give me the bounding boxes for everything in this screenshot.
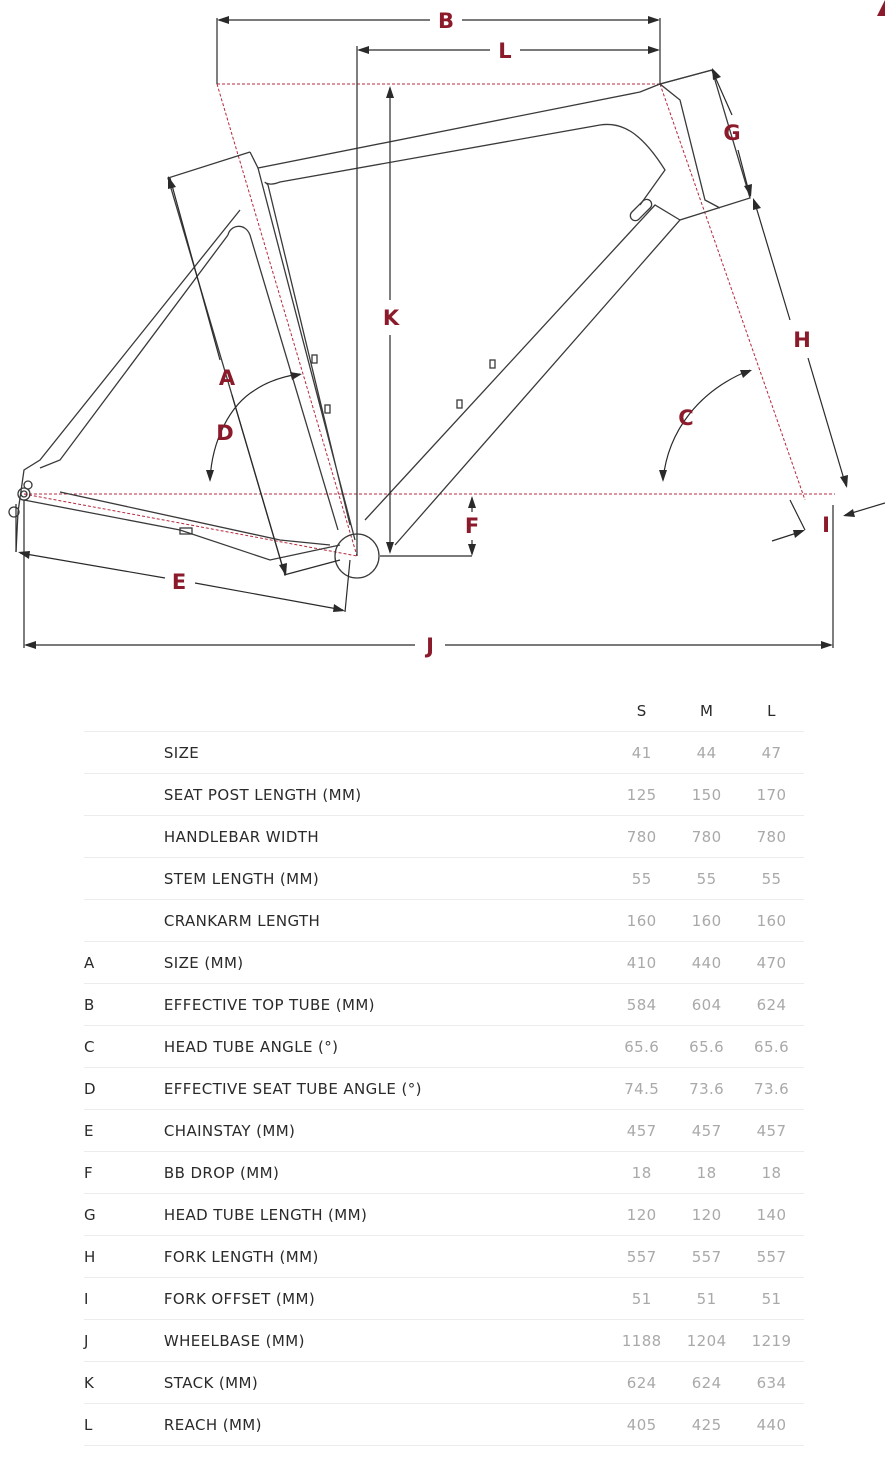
row-value: 73.6 xyxy=(689,1079,725,1098)
label-A: A xyxy=(218,366,236,390)
table-row xyxy=(84,1068,804,1110)
row-value: 780 xyxy=(626,827,657,846)
table-row xyxy=(84,942,804,984)
frame-geometry-diagram xyxy=(0,0,885,665)
table-row xyxy=(84,1026,804,1068)
row-value: 160 xyxy=(756,911,787,930)
row-label: CHAINSTAY (MM) xyxy=(163,1121,296,1140)
row-value: 120 xyxy=(691,1205,722,1224)
row-letter: C xyxy=(84,1037,95,1056)
table-row xyxy=(84,1110,804,1152)
column-header: S xyxy=(636,701,647,720)
row-label: SIZE (MM) xyxy=(163,953,244,972)
row-label: HEAD TUBE ANGLE (°) xyxy=(163,1037,339,1056)
row-value: 624 xyxy=(691,1373,722,1392)
row-value: 150 xyxy=(691,785,722,804)
label-C: C xyxy=(678,406,694,430)
dimension-F xyxy=(380,496,476,556)
reference-line-head-axis xyxy=(660,84,805,500)
label-H: H xyxy=(793,328,811,352)
label-K: K xyxy=(382,306,400,330)
column-header: L xyxy=(767,701,776,720)
row-value: 140 xyxy=(756,1205,787,1224)
row-value: 51 xyxy=(761,1289,782,1308)
row-letter: E xyxy=(84,1121,94,1140)
label-J: J xyxy=(426,634,434,658)
row-label: EFFECTIVE TOP TUBE (MM) xyxy=(163,995,375,1014)
row-value: 160 xyxy=(626,911,657,930)
dimension-E xyxy=(16,504,350,612)
table-row xyxy=(84,816,804,858)
row-label: BB DROP (MM) xyxy=(163,1163,280,1182)
row-letter: H xyxy=(84,1247,96,1266)
row-value: 557 xyxy=(756,1247,787,1266)
row-value: 557 xyxy=(626,1247,657,1266)
row-label: HEAD TUBE LENGTH (MM) xyxy=(163,1205,368,1224)
row-label: STACK (MM) xyxy=(163,1373,259,1392)
row-value: 73.6 xyxy=(754,1079,790,1098)
row-value: 470 xyxy=(756,953,787,972)
label-F: F xyxy=(464,514,480,538)
label-D: D xyxy=(216,421,234,445)
table-row xyxy=(84,900,804,942)
row-value: 74.5 xyxy=(624,1079,660,1098)
row-label: REACH (MM) xyxy=(163,1415,262,1434)
row-label: SEAT POST LENGTH (MM) xyxy=(163,785,362,804)
row-value: 604 xyxy=(691,995,722,1014)
row-label: FORK LENGTH (MM) xyxy=(163,1247,319,1266)
label-I: I xyxy=(822,513,830,537)
row-value: 634 xyxy=(756,1373,787,1392)
row-value: 557 xyxy=(691,1247,722,1266)
geometry-table xyxy=(84,690,804,1446)
table-row xyxy=(84,1320,804,1362)
table-body xyxy=(84,732,804,1446)
row-value: 18 xyxy=(631,1163,652,1182)
row-value: 425 xyxy=(691,1415,722,1434)
table-row xyxy=(84,1404,804,1446)
row-value: 18 xyxy=(696,1163,717,1182)
row-label: HANDLEBAR WIDTH xyxy=(163,827,320,846)
label-E: E xyxy=(171,570,187,594)
row-value: 780 xyxy=(756,827,787,846)
row-value: 51 xyxy=(696,1289,717,1308)
dimension-C-arc xyxy=(659,370,752,482)
row-value: 584 xyxy=(626,995,657,1014)
row-value: 120 xyxy=(626,1205,657,1224)
row-letter: J xyxy=(84,1331,89,1350)
row-letter: L xyxy=(84,1415,93,1434)
row-value: 1204 xyxy=(686,1331,727,1350)
row-value: 440 xyxy=(756,1415,787,1434)
label-L: L xyxy=(498,39,512,63)
row-value: 55 xyxy=(696,869,717,888)
row-label: STEM LENGTH (MM) xyxy=(163,869,320,888)
row-value: 160 xyxy=(691,911,722,930)
row-value: 55 xyxy=(761,869,782,888)
label-B: B xyxy=(437,9,455,33)
table-row xyxy=(84,1278,804,1320)
row-value: 410 xyxy=(626,953,657,972)
column-header: M xyxy=(699,701,714,720)
table-row xyxy=(84,1152,804,1194)
row-value: 624 xyxy=(626,1373,657,1392)
row-letter: K xyxy=(84,1373,95,1392)
row-value: 457 xyxy=(691,1121,722,1140)
row-value: 405 xyxy=(626,1415,657,1434)
reference-line-chainstay xyxy=(24,494,357,556)
table-row xyxy=(84,1362,804,1404)
row-label: WHEELBASE (MM) xyxy=(163,1331,305,1350)
row-value: 65.6 xyxy=(754,1037,790,1056)
row-value: 457 xyxy=(756,1121,787,1140)
row-label: FORK OFFSET (MM) xyxy=(163,1289,316,1308)
row-letter: A xyxy=(84,953,95,972)
row-letter: B xyxy=(84,995,95,1014)
row-value: 65.6 xyxy=(624,1037,660,1056)
reference-line-seat-axis xyxy=(217,84,357,556)
table-row xyxy=(84,984,804,1026)
row-label: CRANKARM LENGTH xyxy=(163,911,321,930)
row-value: 44 xyxy=(696,743,717,762)
row-letter: I xyxy=(84,1289,89,1308)
row-value: 1219 xyxy=(751,1331,792,1350)
row-value: 780 xyxy=(691,827,722,846)
row-value: 624 xyxy=(756,995,787,1014)
row-letter: D xyxy=(84,1079,96,1098)
row-value: 51 xyxy=(631,1289,652,1308)
row-value: 47 xyxy=(761,743,782,762)
row-value: 1188 xyxy=(621,1331,662,1350)
row-value: 125 xyxy=(626,785,657,804)
row-letter: G xyxy=(84,1205,97,1224)
table-row xyxy=(84,774,804,816)
row-value: 440 xyxy=(691,953,722,972)
row-value: 170 xyxy=(756,785,787,804)
row-label: EFFECTIVE SEAT TUBE ANGLE (°) xyxy=(163,1079,422,1098)
row-letter: F xyxy=(84,1163,94,1182)
table-row xyxy=(84,732,804,774)
row-value: 18 xyxy=(761,1163,782,1182)
table-header xyxy=(84,690,804,732)
row-value: 55 xyxy=(631,869,652,888)
row-label: SIZE xyxy=(163,743,200,762)
row-value: 65.6 xyxy=(689,1037,725,1056)
label-G: G xyxy=(723,121,741,145)
row-value: 457 xyxy=(626,1121,657,1140)
table-row xyxy=(84,858,804,900)
table-row xyxy=(84,1194,804,1236)
table-row xyxy=(84,1236,804,1278)
bike-frame xyxy=(9,70,750,578)
row-value: 41 xyxy=(631,743,652,762)
